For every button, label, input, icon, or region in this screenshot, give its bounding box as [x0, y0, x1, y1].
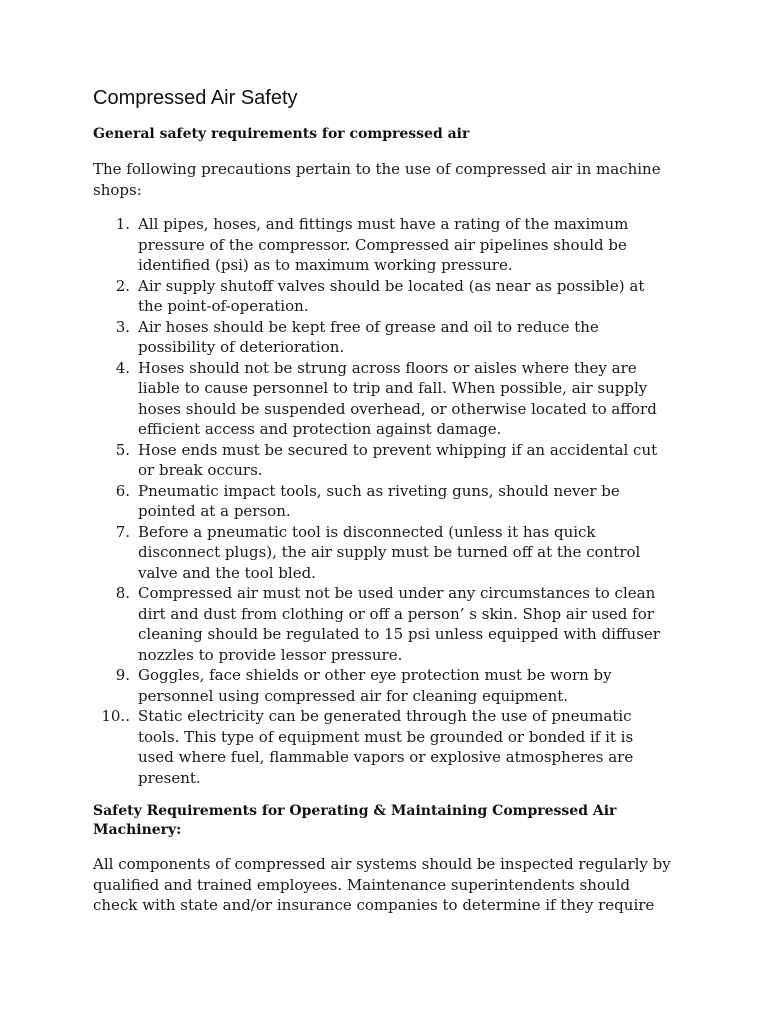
list-item-text: Hoses should not be strung across floors or aisles where they are liable to cause personnel to trip and fall. When possible, air supply hoses should be suspended overhead, or otherwise located to afford efficient access and protection against damage.: [138, 358, 657, 438]
list-item-number: 5.: [115, 440, 130, 459]
list-item-number: 6.: [115, 481, 130, 500]
intro-paragraph: The following precautions pertain to the use of compressed air in machine shops:: [93, 160, 661, 199]
precautions-list: [93, 214, 673, 788]
list-item-number: 3.: [115, 317, 130, 336]
list-item-text: Compressed air must not be used under any circumstances to clean dirt and dust from clothing or off a person’ s skin. Shop air used for cleaning should be regulated to 15 psi unless equipped with diffuser nozzles to provide lessor pressure.: [138, 584, 660, 664]
list-item-text: Air hoses should be kept free of grease and oil to reduce the possibility of deterioration.: [138, 317, 599, 356]
list-item: [93, 358, 673, 440]
list-item-text: Before a pneumatic tool is disconnected (unless it has quick disconnect plugs), the air supply must be turned off at the control valve and the tool bled.: [138, 522, 641, 582]
list-item: [93, 583, 673, 665]
list-item-number: 9.: [115, 666, 130, 684]
list-item: [93, 665, 673, 706]
list-item-number: 2.: [115, 276, 130, 295]
list-item-text: Goggles, face shields or other eye protection must be worn by personnel using compressed air for cleaning equipment.: [138, 666, 612, 705]
list-item: [93, 214, 673, 276]
section-heading-operating-maintaining: Safety Requirements for Operating & Maintaining Compressed Air Machinery:: [93, 803, 617, 838]
list-item-text: Static electricity can be generated through the use of pneumatic tools. This type of equipment must be grounded or bonded if it is used where fuel, flammable vapors or explosive atmospheres are present.: [138, 707, 634, 787]
list-item: [93, 706, 673, 788]
list-item-number: 8.: [115, 584, 130, 602]
list-item-text: Air supply shutoff valves should be located (as near as possible) at the point-of-operation.: [138, 276, 645, 315]
list-item: [93, 481, 673, 522]
list-item-text: Hose ends must be secured to prevent whipping if an accidental cut or break occurs.: [138, 440, 658, 479]
section-heading-general-safety: General safety requirements for compressed air: [93, 126, 470, 142]
list-item: [93, 317, 673, 358]
list-item-number: 4.: [115, 358, 130, 377]
list-item-number: 1.: [115, 215, 130, 233]
section2-paragraph: All components of compressed air systems should be inspected regularly by qualified and trained employees. Maintenance superintendents should check with state and/or insurance companies to determine if they require: [93, 855, 671, 914]
list-item: [93, 276, 673, 317]
list-item: [93, 522, 673, 584]
list-item-text: Pneumatic impact tools, such as riveting guns, should never be pointed at a person.: [138, 481, 620, 520]
document-title: Compressed Air Safety: [93, 87, 298, 109]
list-item-number: 10..: [101, 707, 130, 725]
list-item-text: All pipes, hoses, and fittings must have a rating of the maximum pressure of the compressor. Compressed air pipelines should be identified (psi) as to maximum working pressure.: [138, 215, 629, 274]
list-item-number: 7.: [115, 522, 130, 541]
list-item: [93, 440, 673, 481]
